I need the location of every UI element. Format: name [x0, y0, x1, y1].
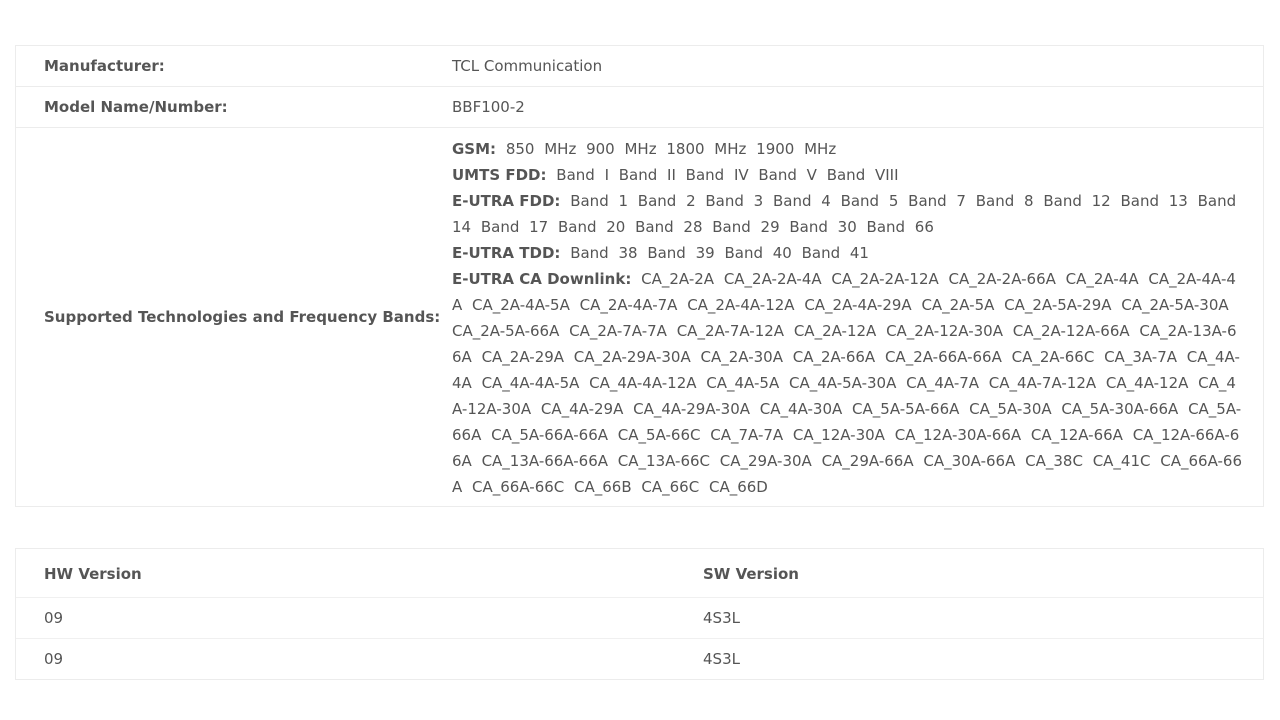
model-label: Model Name/Number: [44, 98, 228, 116]
manufacturer-value: TCL Communication [452, 57, 603, 75]
manufacturer-label: Manufacturer: [44, 57, 165, 75]
table-row [16, 598, 1263, 639]
eutra-tdd-key: E-UTRA TDD: [452, 244, 561, 262]
umts-bands [452, 162, 1245, 188]
eutra-tdd-value: Band 38 Band 39 Band 40 Band 41 [570, 244, 869, 262]
eutra-ca-bands [452, 266, 1245, 500]
model-value: BBF100-2 [452, 98, 525, 116]
umts-key: UMTS FDD: [452, 166, 547, 184]
frequency-bands-row [16, 128, 1263, 506]
sw-version-header: SW Version [703, 565, 799, 583]
versions-table [15, 548, 1264, 680]
eutra-ca-value: CA_2A-2A CA_2A-2A-4A CA_2A-2A-12A CA_2A-2A-66A CA_2A-4A CA_2A-4A-4A CA_2A-4A-5A CA_2A-4A-7A CA_2A-4A-12A CA_2A-4A-29A CA_2A-5A CA_2A-5A-29A CA_2A-5A-30A CA_2A-5A-66A CA_2A-7A-7A CA_2A-7A-12A CA_2A-12A CA_2A-12A-30A CA_2A-12A-66A CA_2A-13A-66A CA_2A-29A CA_2A-29A-30A CA_2A-30A CA_2A-66A CA_2A-66A-66A CA_2A-66C CA_3A-7A CA_4A-4A CA_4A-4A-5A CA_4A-4A-12A CA_4A-5A CA_4A-5A-30A CA_4A-7A CA_4A-7A-12A CA_4A-12A CA_4A-12A-30A CA_4A-29A CA_4A-29A-30A CA_4A-30A CA_5A-5A-66A CA_5A-30A CA_5A-30A-66A CA_5A-66A CA_5A-66A-66A CA_5A-66C CA_7A-7A CA_12A-30A CA_12A-30A-66A CA_12A-66A CA_12A-66A-66A CA_13A-66A-66A CA_13A-66C CA_29A-30A CA_29A-66A CA_30A-66A CA_38C CA_41C CA_66A-66A CA_66A-66C CA_66B CA_66C CA_66D [452, 270, 1243, 496]
gsm-value: 850 MHz 900 MHz 1800 MHz 1900 MHz [505, 140, 837, 158]
versions-header-row [16, 549, 1263, 598]
frequency-bands-label: Supported Technologies and Frequency Bands: [44, 308, 441, 326]
frequency-bands-value [452, 128, 1263, 506]
eutra-ca-key: E-UTRA CA Downlink: [452, 270, 632, 288]
gsm-key: GSM: [452, 140, 497, 158]
sw-version-cell: 4S3L [703, 650, 740, 668]
manufacturer-row [16, 46, 1263, 87]
gsm-bands [452, 136, 1245, 162]
eutra-tdd-bands [452, 240, 1245, 266]
hw-version-header: HW Version [44, 565, 142, 583]
eutra-fdd-value: Band 1 Band 2 Band 3 Band 4 Band 5 Band 7 Band 8 Band 12 Band 13 Band 14 Band 17 Band 20 Band 28 Band 29 Band 30 Band 66 [452, 192, 1237, 236]
eutra-fdd-bands [452, 188, 1245, 240]
hw-version-cell: 09 [44, 650, 64, 668]
table-row [16, 639, 1263, 679]
specifications-table [15, 45, 1264, 507]
umts-value: Band I Band II Band IV Band V Band VIII [556, 166, 899, 184]
sw-version-cell: 4S3L [703, 609, 740, 627]
model-row [16, 87, 1263, 128]
hw-version-cell: 09 [44, 609, 64, 627]
eutra-fdd-key: E-UTRA FDD: [452, 192, 561, 210]
